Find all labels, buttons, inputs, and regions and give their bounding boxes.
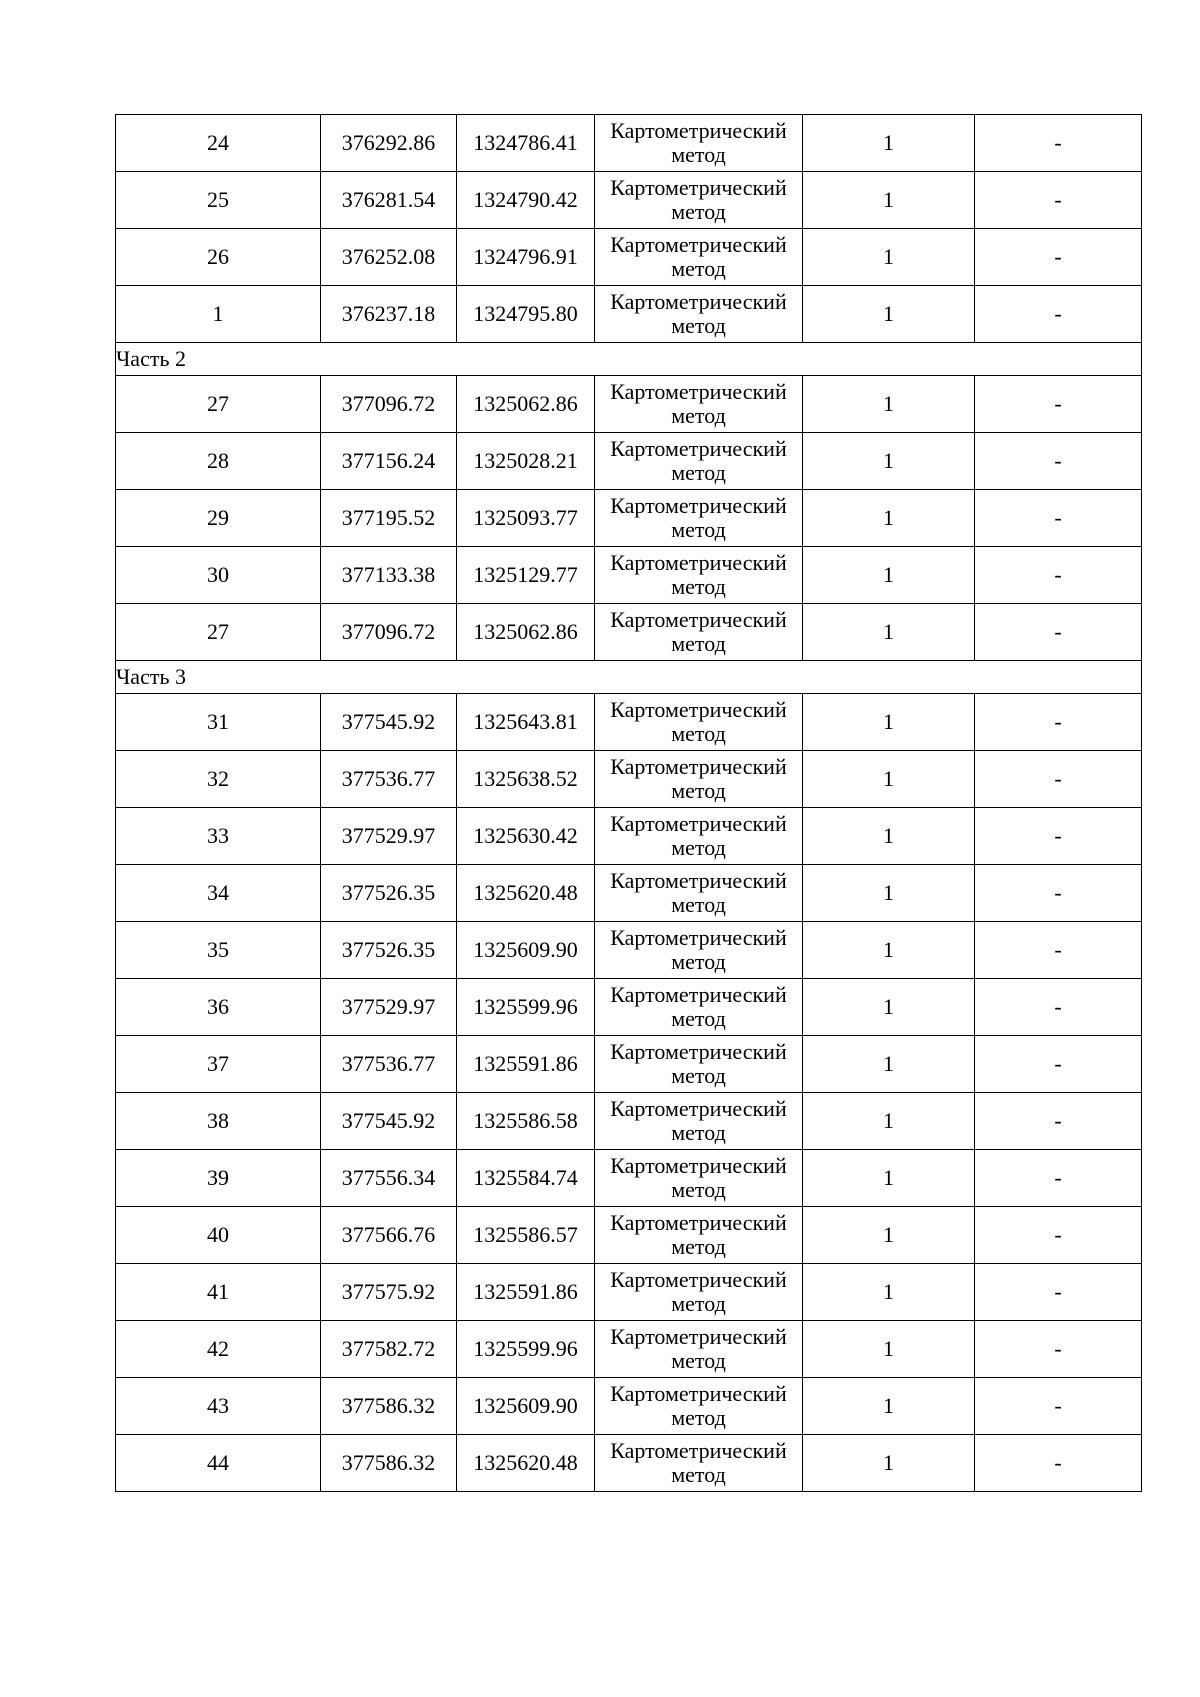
method-line-1: Картометрический (610, 868, 787, 893)
point-number-cell: 36 (116, 979, 321, 1036)
x-coordinate-cell: 377526.35 (321, 922, 457, 979)
y-coordinate-cell: 1325062.86 (457, 604, 595, 661)
method-line-1: Картометрический (610, 811, 787, 836)
note-cell: - (975, 694, 1142, 751)
method-line-1: Картометрический (610, 697, 787, 722)
method-line-2: метод (671, 313, 726, 338)
x-coordinate-cell: 377536.77 (321, 751, 457, 808)
accuracy-cell: 1 (803, 1321, 975, 1378)
x-coordinate-cell: 377529.97 (321, 979, 457, 1036)
x-coordinate-cell: 377586.32 (321, 1378, 457, 1435)
table-row (116, 172, 1142, 229)
table-row (116, 1150, 1142, 1207)
table-row (116, 751, 1142, 808)
accuracy-cell: 1 (803, 808, 975, 865)
y-coordinate-cell: 1324786.41 (457, 115, 595, 172)
method-line-1: Картометрический (610, 175, 787, 200)
method-cell (595, 922, 803, 979)
accuracy-cell: 1 (803, 376, 975, 433)
x-coordinate-cell: 377566.76 (321, 1207, 457, 1264)
table-row (116, 115, 1142, 172)
point-number-cell: 33 (116, 808, 321, 865)
table-row (116, 1435, 1142, 1492)
x-coordinate-cell: 376252.08 (321, 229, 457, 286)
accuracy-cell: 1 (803, 547, 975, 604)
point-number-cell: 40 (116, 1207, 321, 1264)
method-line-2: метод (671, 1234, 726, 1259)
method-cell (595, 751, 803, 808)
method-line-1: Картометрический (610, 289, 787, 314)
method-line-2: метод (671, 835, 726, 860)
method-line-2: метод (671, 721, 726, 746)
table-row (116, 376, 1142, 433)
x-coordinate-cell: 377526.35 (321, 865, 457, 922)
y-coordinate-cell: 1325599.96 (457, 979, 595, 1036)
point-number-cell: 27 (116, 604, 321, 661)
x-coordinate-cell: 377096.72 (321, 604, 457, 661)
method-line-1: Картометрический (610, 1153, 787, 1178)
method-line-1: Картометрический (610, 1210, 787, 1235)
point-number-cell: 34 (116, 865, 321, 922)
method-cell (595, 1150, 803, 1207)
point-number-cell: 29 (116, 490, 321, 547)
method-line-2: метод (671, 460, 726, 485)
table-row (116, 1207, 1142, 1264)
method-line-1: Картометрический (610, 607, 787, 632)
note-cell: - (975, 865, 1142, 922)
method-line-1: Картометрический (610, 754, 787, 779)
note-cell: - (975, 979, 1142, 1036)
method-cell (595, 229, 803, 286)
note-cell: - (975, 490, 1142, 547)
note-cell: - (975, 433, 1142, 490)
method-line-2: метод (671, 256, 726, 281)
table-row (116, 808, 1142, 865)
y-coordinate-cell: 1324795.80 (457, 286, 595, 343)
method-line-2: метод (671, 1063, 726, 1088)
y-coordinate-cell: 1325609.90 (457, 1378, 595, 1435)
accuracy-cell: 1 (803, 1435, 975, 1492)
y-coordinate-cell: 1325643.81 (457, 694, 595, 751)
table-row (116, 694, 1142, 751)
note-cell: - (975, 922, 1142, 979)
accuracy-cell: 1 (803, 115, 975, 172)
method-cell (595, 376, 803, 433)
table-row (116, 286, 1142, 343)
x-coordinate-cell: 377556.34 (321, 1150, 457, 1207)
table-row (116, 490, 1142, 547)
point-number-cell: 25 (116, 172, 321, 229)
method-cell (595, 979, 803, 1036)
method-cell (595, 433, 803, 490)
note-cell: - (975, 1264, 1142, 1321)
note-cell: - (975, 808, 1142, 865)
method-line-1: Картометрический (610, 1438, 787, 1463)
method-cell (595, 1435, 803, 1492)
method-line-2: метод (671, 1006, 726, 1031)
point-number-cell: 41 (116, 1264, 321, 1321)
x-coordinate-cell: 377536.77 (321, 1036, 457, 1093)
section-label: Часть 3 (116, 661, 1142, 694)
method-line-1: Картометрический (610, 550, 787, 575)
accuracy-cell: 1 (803, 433, 975, 490)
y-coordinate-cell: 1325093.77 (457, 490, 595, 547)
method-line-2: метод (671, 574, 726, 599)
point-number-cell: 26 (116, 229, 321, 286)
point-number-cell: 35 (116, 922, 321, 979)
note-cell: - (975, 286, 1142, 343)
table-row (116, 1264, 1142, 1321)
accuracy-cell: 1 (803, 922, 975, 979)
method-cell (595, 1321, 803, 1378)
point-number-cell: 28 (116, 433, 321, 490)
method-line-1: Картометрический (610, 1039, 787, 1064)
method-line-2: метод (671, 1348, 726, 1373)
x-coordinate-cell: 377096.72 (321, 376, 457, 433)
accuracy-cell: 1 (803, 1264, 975, 1321)
y-coordinate-cell: 1325591.86 (457, 1264, 595, 1321)
method-line-2: метод (671, 1462, 726, 1487)
method-cell (595, 1036, 803, 1093)
method-line-2: метод (671, 517, 726, 542)
x-coordinate-cell: 376237.18 (321, 286, 457, 343)
x-coordinate-cell: 377545.92 (321, 694, 457, 751)
accuracy-cell: 1 (803, 490, 975, 547)
note-cell: - (975, 1435, 1142, 1492)
method-cell (595, 547, 803, 604)
method-line-1: Картометрический (610, 1324, 787, 1349)
x-coordinate-cell: 377575.92 (321, 1264, 457, 1321)
accuracy-cell: 1 (803, 1036, 975, 1093)
note-cell: - (975, 1093, 1142, 1150)
y-coordinate-cell: 1325591.86 (457, 1036, 595, 1093)
note-cell: - (975, 1036, 1142, 1093)
table-row (116, 922, 1142, 979)
y-coordinate-cell: 1325586.58 (457, 1093, 595, 1150)
x-coordinate-cell: 377133.38 (321, 547, 457, 604)
method-line-2: метод (671, 142, 726, 167)
method-line-2: метод (671, 403, 726, 428)
table-row (116, 1093, 1142, 1150)
table-row (116, 865, 1142, 922)
method-cell (595, 694, 803, 751)
point-number-cell: 39 (116, 1150, 321, 1207)
accuracy-cell: 1 (803, 1207, 975, 1264)
method-line-1: Картометрический (610, 118, 787, 143)
note-cell: - (975, 376, 1142, 433)
section-row (116, 661, 1142, 694)
table-row (116, 1036, 1142, 1093)
accuracy-cell: 1 (803, 1378, 975, 1435)
x-coordinate-cell: 377195.52 (321, 490, 457, 547)
x-coordinate-cell: 377582.72 (321, 1321, 457, 1378)
y-coordinate-cell: 1325584.74 (457, 1150, 595, 1207)
method-line-1: Картометрический (610, 982, 787, 1007)
method-line-2: метод (671, 631, 726, 656)
point-number-cell: 31 (116, 694, 321, 751)
point-number-cell: 24 (116, 115, 321, 172)
accuracy-cell: 1 (803, 172, 975, 229)
method-cell (595, 115, 803, 172)
y-coordinate-cell: 1324796.91 (457, 229, 595, 286)
method-cell (595, 808, 803, 865)
note-cell: - (975, 115, 1142, 172)
note-cell: - (975, 751, 1142, 808)
method-line-2: метод (671, 199, 726, 224)
table-row (116, 433, 1142, 490)
accuracy-cell: 1 (803, 865, 975, 922)
point-number-cell: 43 (116, 1378, 321, 1435)
y-coordinate-cell: 1325638.52 (457, 751, 595, 808)
method-line-2: метод (671, 778, 726, 803)
table-row (116, 979, 1142, 1036)
method-cell (595, 1378, 803, 1435)
method-line-2: метод (671, 949, 726, 974)
note-cell: - (975, 1150, 1142, 1207)
x-coordinate-cell: 377529.97 (321, 808, 457, 865)
accuracy-cell: 1 (803, 229, 975, 286)
x-coordinate-cell: 377156.24 (321, 433, 457, 490)
method-line-1: Картометрический (610, 1267, 787, 1292)
method-cell (595, 286, 803, 343)
y-coordinate-cell: 1325620.48 (457, 865, 595, 922)
x-coordinate-cell: 376292.86 (321, 115, 457, 172)
y-coordinate-cell: 1325586.57 (457, 1207, 595, 1264)
y-coordinate-cell: 1324790.42 (457, 172, 595, 229)
point-number-cell: 32 (116, 751, 321, 808)
method-line-1: Картометрический (610, 1381, 787, 1406)
x-coordinate-cell: 376281.54 (321, 172, 457, 229)
accuracy-cell: 1 (803, 1150, 975, 1207)
point-number-cell: 27 (116, 376, 321, 433)
method-line-1: Картометрический (610, 232, 787, 257)
y-coordinate-cell: 1325620.48 (457, 1435, 595, 1492)
note-cell: - (975, 1378, 1142, 1435)
method-line-1: Картометрический (610, 925, 787, 950)
x-coordinate-cell: 377545.92 (321, 1093, 457, 1150)
point-number-cell: 44 (116, 1435, 321, 1492)
accuracy-cell: 1 (803, 979, 975, 1036)
y-coordinate-cell: 1325609.90 (457, 922, 595, 979)
method-line-2: метод (671, 1405, 726, 1430)
accuracy-cell: 1 (803, 286, 975, 343)
method-cell (595, 865, 803, 922)
method-cell (595, 1264, 803, 1321)
y-coordinate-cell: 1325630.42 (457, 808, 595, 865)
point-number-cell: 1 (116, 286, 321, 343)
method-line-2: метод (671, 1120, 726, 1145)
method-cell (595, 490, 803, 547)
accuracy-cell: 1 (803, 694, 975, 751)
method-cell (595, 1093, 803, 1150)
point-number-cell: 38 (116, 1093, 321, 1150)
y-coordinate-cell: 1325599.96 (457, 1321, 595, 1378)
note-cell: - (975, 229, 1142, 286)
method-line-1: Картометрический (610, 379, 787, 404)
y-coordinate-cell: 1325062.86 (457, 376, 595, 433)
method-cell (595, 604, 803, 661)
method-line-1: Картометрический (610, 493, 787, 518)
method-line-1: Картометрический (610, 436, 787, 461)
accuracy-cell: 1 (803, 751, 975, 808)
section-row (116, 343, 1142, 376)
y-coordinate-cell: 1325129.77 (457, 547, 595, 604)
accuracy-cell: 1 (803, 1093, 975, 1150)
coordinates-table (115, 114, 1142, 1492)
method-line-1: Картометрический (610, 1096, 787, 1121)
y-coordinate-cell: 1325028.21 (457, 433, 595, 490)
method-cell (595, 172, 803, 229)
point-number-cell: 42 (116, 1321, 321, 1378)
accuracy-cell: 1 (803, 604, 975, 661)
note-cell: - (975, 1207, 1142, 1264)
note-cell: - (975, 604, 1142, 661)
table-row (116, 547, 1142, 604)
section-label: Часть 2 (116, 343, 1142, 376)
coordinates-table-body (116, 115, 1142, 1492)
note-cell: - (975, 172, 1142, 229)
method-line-2: метод (671, 892, 726, 917)
note-cell: - (975, 1321, 1142, 1378)
x-coordinate-cell: 377586.32 (321, 1435, 457, 1492)
table-row (116, 604, 1142, 661)
method-line-2: метод (671, 1177, 726, 1202)
method-line-2: метод (671, 1291, 726, 1316)
table-row (116, 229, 1142, 286)
table-row (116, 1378, 1142, 1435)
point-number-cell: 37 (116, 1036, 321, 1093)
point-number-cell: 30 (116, 547, 321, 604)
table-row (116, 1321, 1142, 1378)
method-cell (595, 1207, 803, 1264)
note-cell: - (975, 547, 1142, 604)
